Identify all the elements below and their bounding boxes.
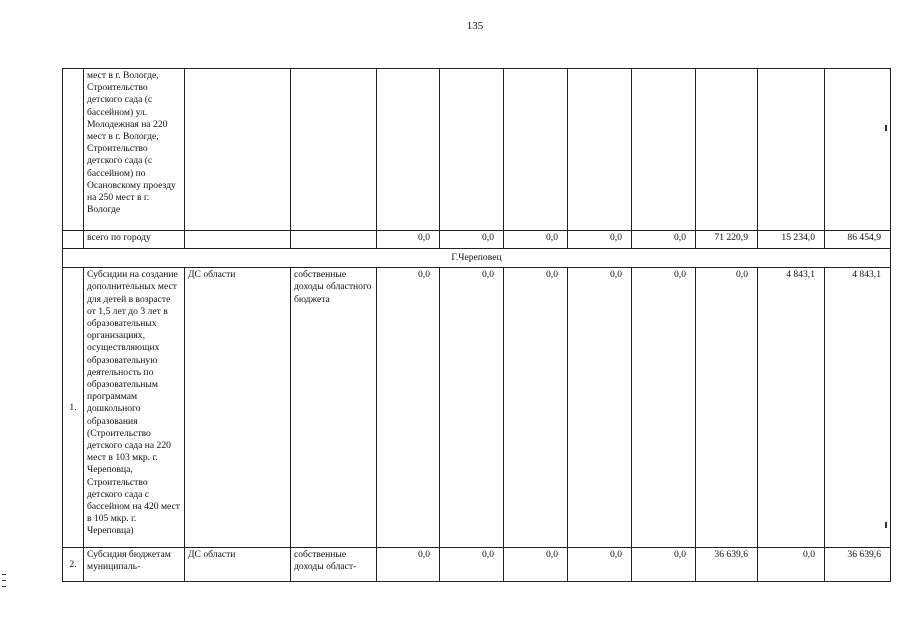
value-cell [696, 69, 758, 231]
section-row [63, 249, 891, 268]
page-number: 135 [466, 20, 484, 32]
funding-source: собственные доходы област- [291, 548, 377, 582]
value-cell [440, 69, 504, 231]
measure-name: Субсидия бюджетам муниципаль- [84, 548, 185, 582]
value-cell [632, 69, 696, 231]
value-cell: 0,0 [377, 268, 440, 548]
funding-source [291, 231, 377, 249]
measure-name: мест в г. Вологде, Строительство детского сада (с бассейном) ул. Молодежная на 220 мест в г. Вологде, Строительство детского сада (с бассейном) по Осановскому проезду на 250 мест в г. Вологде [84, 69, 185, 231]
value-cell: 0,0 [758, 548, 825, 582]
budget-table [62, 68, 891, 582]
value-cell: 0,0 [568, 548, 632, 582]
value-cell: 0,0 [440, 231, 504, 249]
customer [185, 69, 291, 231]
value-cell: 15 234,0 [758, 231, 825, 249]
value-cell: 0,0 [696, 268, 758, 548]
value-cell: 0,0 [632, 268, 696, 548]
scan-mark [885, 522, 887, 528]
scan-mark [2, 580, 6, 581]
funding-source [291, 69, 377, 231]
value-cell: 0,0 [568, 231, 632, 249]
value-cell [568, 69, 632, 231]
value-cell [504, 69, 568, 231]
table-row [63, 548, 891, 582]
value-cell: 0,0 [504, 231, 568, 249]
customer: ДС области [185, 268, 291, 548]
value-cell: 4 843,1 [825, 268, 891, 548]
measure-name: всего по городу [84, 231, 185, 249]
value-cell: 0,0 [632, 231, 696, 249]
row-number: 1. [63, 268, 84, 548]
value-cell [825, 69, 891, 231]
value-cell: 36 639,6 [696, 548, 758, 582]
value-cell: 4 843,1 [758, 268, 825, 548]
value-cell: 0,0 [568, 268, 632, 548]
value-cell [377, 69, 440, 231]
value-cell: 0,0 [504, 548, 568, 582]
table-row [63, 69, 891, 231]
funding-source: собственные доходы областного бюджета [291, 268, 377, 548]
value-cell: 86 454,9 [825, 231, 891, 249]
value-cell [758, 69, 825, 231]
value-cell: 0,0 [504, 268, 568, 548]
value-cell: 71 220,9 [696, 231, 758, 249]
row-number [63, 231, 84, 249]
customer [185, 231, 291, 249]
value-cell: 36 639,6 [825, 548, 891, 582]
value-cell: 0,0 [377, 548, 440, 582]
scan-mark [2, 574, 6, 575]
value-cell: 0,0 [440, 548, 504, 582]
table-row [63, 268, 891, 548]
table-row-total [63, 231, 891, 249]
value-cell: 0,0 [632, 548, 696, 582]
measure-name: Субсидии на создание дополнительных мест для детей в возрасте от 1,5 лет до 3 лет в образовательных организациях, осуществляющих образовательную деятельность по образовательным программам дошкольного образования (Строительство детского сада на 220 мест в 103 мкр. г. Череповца, Строительство детского сада с бассейном на 420 мест в 105 мкр. г. Череповца) [84, 268, 185, 548]
value-cell: 0,0 [377, 231, 440, 249]
customer: ДС области [185, 548, 291, 582]
row-number [63, 69, 84, 231]
scan-mark [885, 125, 887, 131]
value-cell: 0,0 [440, 268, 504, 548]
section-title: Г.Череповец [63, 249, 891, 268]
scan-mark [2, 586, 6, 587]
row-number: 2. [63, 548, 84, 582]
